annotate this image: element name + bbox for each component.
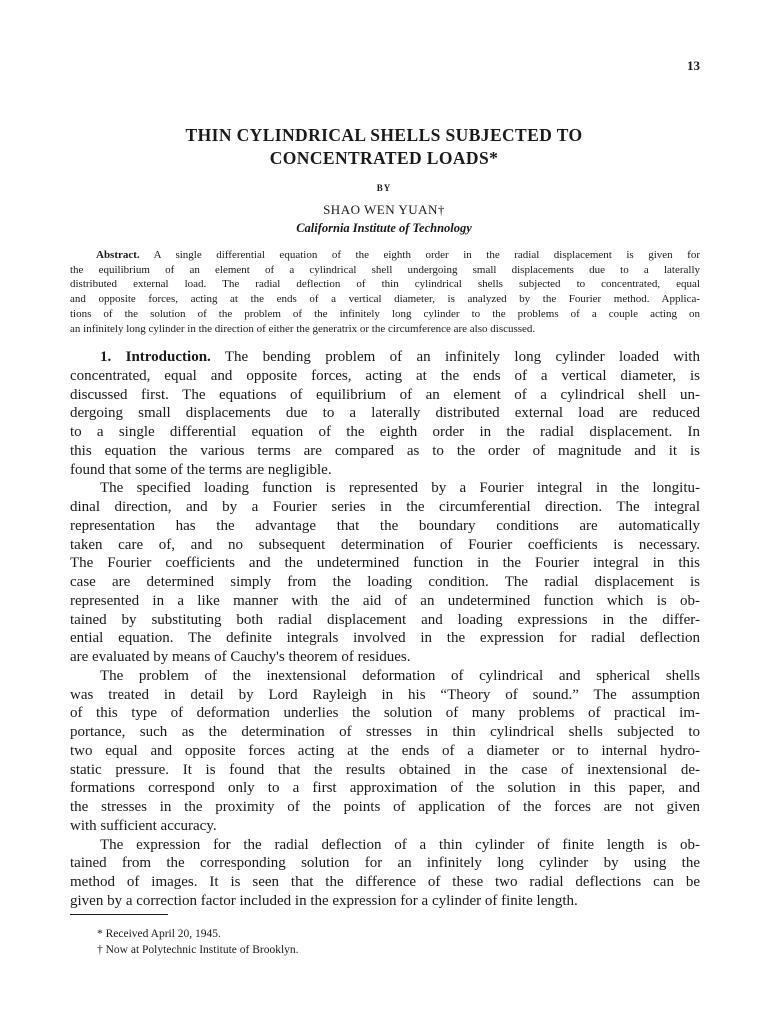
abstract bbox=[70, 248, 700, 336]
body-line: of this type of deformation underlies the solution of many problems of practical im- bbox=[70, 705, 700, 722]
body-line: represented in a like manner with the aid of an undetermined function which is ob- bbox=[70, 592, 700, 609]
abstract-line: Abstract. A single differential equation of the eighth order in the radial displacement is given for bbox=[96, 249, 700, 261]
body-line: dergoing small displacements due to a laterally distributed external load are reduced bbox=[70, 405, 700, 422]
footnote-affiliation: † Now at Polytechnic Institute of Brooklyn. bbox=[97, 944, 299, 956]
footnotes bbox=[70, 926, 700, 958]
body-line: taken care of, and no subsequent determination of Fourier coefficients is necessary. bbox=[70, 536, 700, 553]
body-line: representation has the advantage that the boundary conditions are automatically bbox=[70, 517, 700, 534]
body-line: the stresses in the proximity of the points of application of the forces are not given bbox=[70, 799, 700, 815]
body-line: static pressure. It is found that the results obtained in the case of inextensional de- bbox=[70, 761, 700, 778]
body-line: two equal and opposite forces acting at the ends of a diameter or to internal hydro- bbox=[70, 742, 700, 759]
body-line: formations correspond only to a first approximation of the solution in this paper, and bbox=[70, 780, 700, 797]
body-line: tained by substituting both radial displacement and loading expressions in the differ- bbox=[70, 611, 700, 628]
footnote-received: * Received April 20, 1945. bbox=[97, 928, 221, 940]
abstract-line: tions of the solution of the problem of the infinitely long cylinder to the problems of a couple acting on bbox=[70, 307, 700, 320]
body-line: dinal direction, and by a Fourier series in the circumferential direction. The integral bbox=[70, 499, 700, 515]
body-line: this equation the various terms are compared as to the order of magnitude and it is bbox=[70, 442, 700, 459]
body-line: The Fourier coefficients and the undetermined function in the Fourier integral in this bbox=[70, 555, 700, 572]
body-line: The expression for the radial deflection of a thin cylinder of finite length is ob- bbox=[100, 836, 700, 853]
body-line: was treated in detail by Lord Rayleigh in his “Theory of sound.” The assumption bbox=[70, 686, 700, 703]
author-affiliation: California Institute of Technology bbox=[296, 221, 472, 235]
body-line: The problem of the inextensional deformation of cylindrical and spherical shells bbox=[100, 667, 700, 684]
abstract-line: an infinitely long cylinder in the direction of either the generatrix or the circumference are also discussed. bbox=[70, 322, 536, 335]
body-line: are evaluated by means of Cauchy's theorem of residues. bbox=[70, 649, 411, 665]
body-line: given by a correction factor included in the expression for a cylinder of finite length. bbox=[70, 892, 578, 909]
body-line: to a single differential equation of the eighth order in the radial displacement. In bbox=[70, 424, 700, 440]
body-line: tained from the corresponding solution for an infinitely long cylinder by using the bbox=[70, 855, 700, 872]
footnote-divider bbox=[70, 914, 168, 915]
abstract-line: the equilibrium of an element of a cylindrical shell undergoing small displacements due to a laterally bbox=[70, 263, 700, 276]
body-line: ential equation. The definite integrals involved in the expression for radial deflection bbox=[70, 630, 700, 647]
body-line: The specified loading function is represented by a Fourier integral in the longitu- bbox=[100, 480, 700, 497]
body-line: portance, such as the determination of stresses in thin cylindrical shells subjected to bbox=[70, 724, 700, 740]
section-heading: 1. Introduction. bbox=[100, 349, 211, 365]
body-line: with sufficient accuracy. bbox=[70, 817, 217, 834]
page-number: 13 bbox=[687, 58, 700, 73]
abstract-line: and opposite forces, acting at the ends of a vertical diameter, is analyzed by the Fourier method. Applica- bbox=[70, 293, 700, 306]
title-line-1: THIN CYLINDRICAL SHELLS SUBJECTED TO bbox=[185, 125, 583, 145]
abstract-line: distributed external load. The radial deflection of thin cylindrical shells subjected to concentrated, equal bbox=[70, 278, 700, 291]
abstract-label: Abstract. bbox=[96, 249, 140, 261]
body-line: method of images. It is seen that the difference of these two radial deflections can be bbox=[70, 874, 700, 890]
body-line: discussed first. The equations of equilibrium of an element of a cylindrical shell un- bbox=[70, 386, 700, 403]
paper-title bbox=[0, 124, 768, 170]
body-line: concentrated, equal and opposite forces, acting at the ends of a vertical diameter, is bbox=[70, 367, 700, 384]
author-name: SHAO WEN YUAN† bbox=[323, 202, 445, 217]
body-line: 1. Introduction. The bending problem of an infinitely long cylinder loaded with bbox=[100, 349, 700, 365]
title-line-2: CONCENTRATED LOADS* bbox=[269, 148, 499, 168]
by-label: BY bbox=[376, 183, 392, 193]
body-line: found that some of the terms are negligible. bbox=[70, 461, 332, 478]
body-line: case are determined simply from the loading condition. The radial displacement is bbox=[70, 574, 700, 590]
section-introduction bbox=[70, 348, 700, 911]
